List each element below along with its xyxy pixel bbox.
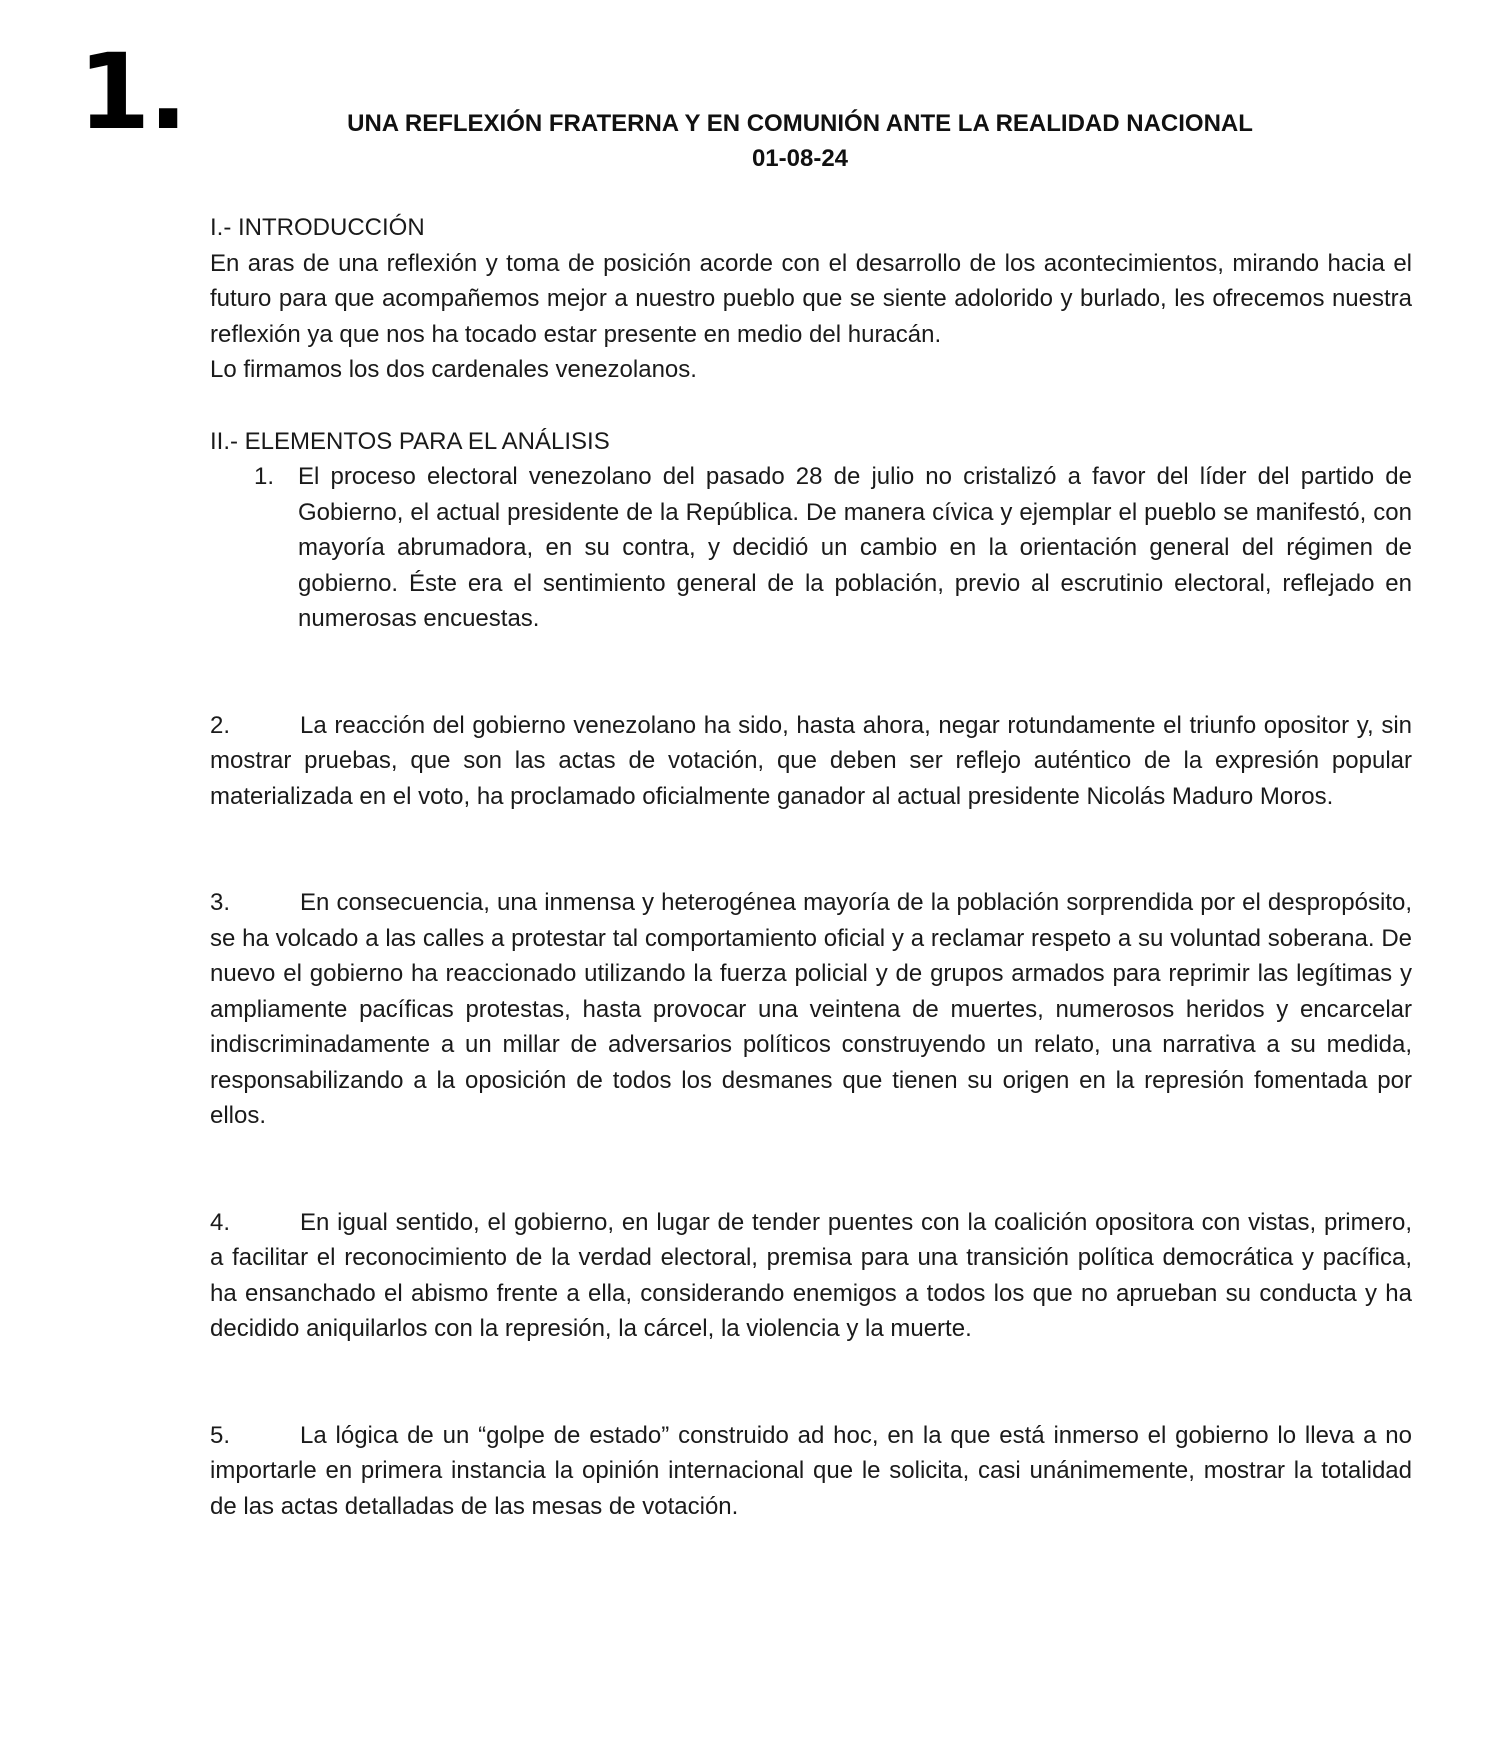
analysis-item-3 <box>210 885 1412 1134</box>
item-text: En igual sentido, el gobierno, en lugar de tender puentes con la coalición opositora con vistas, primero, a facilitar el reconocimiento de la verdad electoral, premisa para una transición política democrática y pacífica, ha ensanchado el abismo frente a ella, considerando enemigos a todos los que no aprueban su conducta y ha decidido aniquilarlos con la represión, la cárcel, la violencia y la muerte. <box>210 1208 1412 1342</box>
item-number: 1. <box>254 463 275 490</box>
item-text: En consecuencia, una inmensa y heterogénea mayoría de la población sorprendida por el despropósito, se ha volcado a las calles a protestar tal comportamiento oficial y a reclamar respeto a su voluntad soberana. De nuevo el gobierno ha reaccionado utilizando la fuerza policial y de grupos armados para reprimir las legítimas y ampliamente pacíficas protestas, hasta provocar una veintena de muertes, numerosos heridos y encarcelar indiscriminadamente a un millar de adversarios políticos construyendo un relato, una narrativa a su medida, responsabilizando a la oposición de todos los desmanes que tienen su origen en la represión fomentada por ellos. <box>210 889 1412 1129</box>
document-body <box>210 210 1412 1524</box>
item-number: 3. <box>210 889 231 916</box>
item-number: 2. <box>210 711 231 739</box>
analysis-item-2 <box>210 708 1412 815</box>
page-number: 1. <box>78 31 186 153</box>
intro-paragraph: En aras de una reflexión y toma de posición acorde con el desarrollo de los acontecimientos, mirando hacia el futuro para que acompañemos mejor a nuestro pueblo que se siente adolorido y burlado, les ofrecemos nuestra reflexión ya que nos ha tocado estar presente en medio del huracán. <box>210 249 1412 348</box>
document-header <box>300 106 1300 176</box>
analysis-item-4 <box>210 1205 1412 1347</box>
analysis-item-5 <box>210 1418 1412 1525</box>
analysis-item-1 <box>254 459 1412 637</box>
item-number: 4. <box>210 1208 231 1236</box>
item-text: La lógica de un “golpe de estado” construido ad hoc, en la que está inmerso el gobierno lo lleva a no importarle en primera instancia la opinión internacional que le solicita, casi unánimemente, mostrar la totalidad de las actas detalladas de las mesas de votación. <box>210 1421 1412 1520</box>
analysis-heading: II.- ELEMENTOS PARA EL ANÁLISIS <box>210 427 610 455</box>
item-number: 5. <box>210 1421 231 1449</box>
signature-line: Lo firmamos los dos cardenales venezolanos. <box>210 356 697 383</box>
document-date: 01-08-24 <box>751 145 849 172</box>
intro-heading: I.- INTRODUCCIÓN <box>210 214 425 241</box>
item-text: La reacción del gobierno venezolano ha sido, hasta ahora, negar rotundamente el triunfo opositor y, sin mostrar pruebas, que son las actas de votación, que deben ser reflejo auténtico de la expresión popular materializada en el voto, ha proclamado oficialmente ganador al actual presidente Nicolás Maduro Moros. <box>210 711 1412 810</box>
document-title: UNA REFLEXIÓN FRATERNA Y EN COMUNIÓN ANTE LA REALIDAD NACIONAL <box>347 110 1253 137</box>
item-text: El proceso electoral venezolano del pasado 28 de julio no cristalizó a favor del líder del partido de Gobierno, el actual presidente de la República. De manera cívica y ejemplar el pueblo se manifestó, con mayoría abrumadora, en su contra, y decidió un cambio en la orientación general del régimen de gobierno. Éste era el sentimiento general de la población, previo al escrutinio electoral, reflejado en numerosas encuestas. <box>298 463 1412 632</box>
